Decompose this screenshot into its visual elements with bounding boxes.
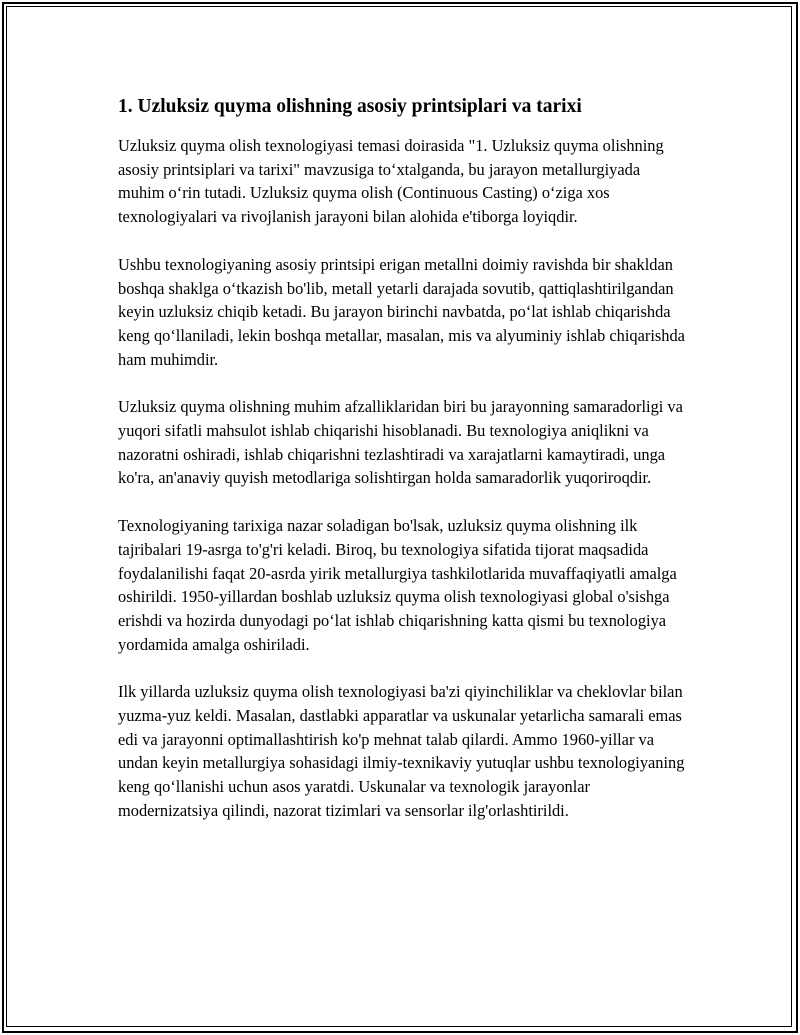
paragraph-1: Uzluksiz quyma olish texnologiyasi temasi doirasida "1. Uzluksiz quyma olishning asosiy printsiplari va tarixi" mavzusiga toʻxtalganda, bu jarayon metallurgiyada muhim oʻrin tutadi. Uzluksiz quyma olish (Continuous Casting) oʻziga xos texnologiyalari va rivojlanish jarayoni bilan alohida e'tiborga loyiqdir.: [118, 136, 664, 227]
document-body: [118, 94, 690, 847]
paragraph-5: Ilk yillarda uzluksiz quyma olish texnologiyasi ba'zi qiyinchiliklar va cheklovlar bilan yuzma-yuz keldi. Masalan, dastlabki apparatlar va uskunalar yetarlicha samarali emas edi va jarayonni optimallashtirish ko'p mehnat talab qilardi. Ammo 1960-yillar va undan keyin metallurgiya sohasidagi ilmiy-texnikaviy yutuqlar ushbu texnologiyaning keng qoʻllanishi uchun asos yaratdi. Uskunalar va texnologik jarayonlar modernizatsiya qilindi, nazorat tizimlari va sensorlar ilg'orlashtirildi.: [118, 682, 685, 820]
paragraph-3: Uzluksiz quyma olishning muhim afzalliklaridan biri bu jarayonning samaradorligi va yuqori sifatli mahsulot ishlab chiqarishi hisoblanadi. Bu texnologiya aniqlikni va nazoratni oshiradi, ishlab chiqarishni tezlashtiradi va xarajatlarni kamaytiradi, unga ko'ra, an'anaviy quyish metodlariga solishtirgan holda samaradorlik yuqoriroqdir.: [118, 397, 683, 488]
paragraph-2: Ushbu texnologiyaning asosiy printsipi erigan metallni doimiy ravishda bir shakldan boshqa shaklga oʻtkazish bo'lib, metall yetarli darajada sovutib, qattiqlashtirilgandan keyin uzluksiz chiqib ketadi. Bu jarayon birinchi navbatda, poʻlat ishlab chiqarishda keng qoʻllaniladi, lekin boshqa metallar, masalan, mis va alyuminiy ishlab chiqarishda ham muhimdir.: [118, 254, 685, 369]
paragraph-4: Texnologiyaning tarixiga nazar soladigan bo'lsak, uzluksiz quyma olishning ilk tajribalari 19-asrga to'g'ri keladi. Biroq, bu texnologiya sifatida tijorat maqsadida foydalanilishi faqat 20-asrda yirik metallurgiya tashkilotlarida muvaffaqiyatli amalga oshirildi. 1950-yillardan boshlab uzluksiz quyma olish texnologiyasi global o'sishga erishdi va hozirda dunyodagi poʻlat ishlab chiqarishning katta qismi bu texnologiya yordamida amalga oshiriladi.: [118, 516, 677, 654]
document-title: 1. Uzluksiz quyma olishning asosiy printsiplari va tarixi: [118, 96, 582, 117]
